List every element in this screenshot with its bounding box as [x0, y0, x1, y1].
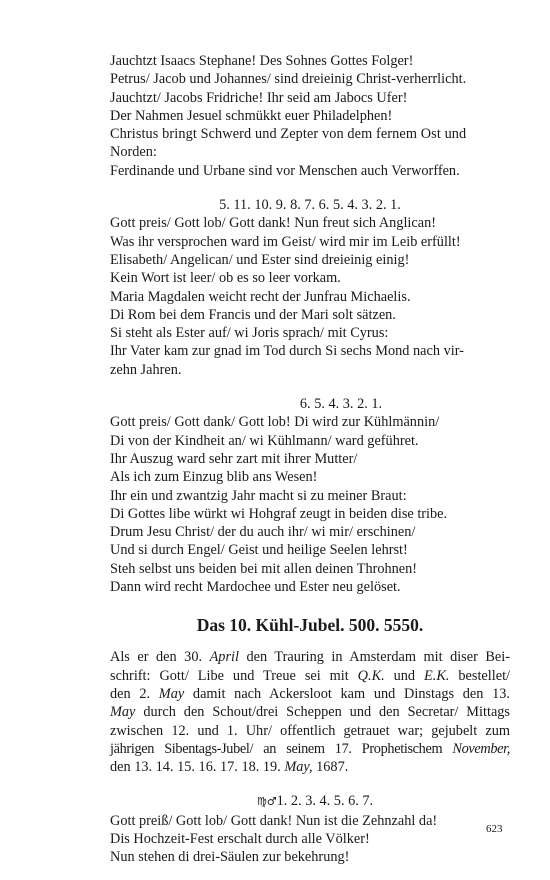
verse-line: Di Rom bei dem Francis und der Mari solt sätzen.	[110, 306, 396, 323]
prose-text: bestellet/	[449, 667, 511, 684]
section-heading: Das 10. Kühl-Jubel. 500. 5550.	[196, 615, 424, 636]
prose-italic: E.K.	[424, 667, 450, 684]
prose-line	[110, 685, 510, 703]
prose-text: den 13. 14. 15. 16. 17. 18. 19.	[110, 759, 285, 776]
page-number: 623	[486, 823, 503, 835]
prose-line	[110, 740, 510, 758]
verse-line: Jauchtzt Isaacs Stephane! Des Sohnes Gottes Folger!	[110, 53, 414, 69]
verse-line: Gott preis/ Gott lob/ Gott dank! Nun freut sich Anglican!	[110, 215, 436, 232]
verse-line: Christus bringt Schwerd und Zepter von dem fernem Ost und	[110, 126, 467, 143]
verse-line: Si steht als Ester auf/ wi Joris sprach/ mit Cyrus:	[110, 325, 389, 342]
verse-block-4	[110, 812, 510, 867]
verse-line: Gott preiß/ Gott lob/ Gott dank! Nun ist die Zehnzahl da!	[110, 812, 438, 829]
prose-text: den Trauring in Amsterdam mit diser Bei-	[238, 649, 510, 666]
prose-text: 1687.	[312, 759, 349, 776]
prose-line	[110, 703, 510, 721]
verse-line: Dann wird recht Mardochee und Ester neu gelöset.	[110, 579, 401, 596]
prose-text: den 2.	[110, 685, 159, 702]
prose-italic: November,	[452, 740, 510, 757]
number-sequence-1: 5. 11. 10. 9. 8. 7. 6. 5. 4. 3. 2. 1.	[219, 197, 401, 214]
prose-italic: Q.K.	[357, 667, 385, 684]
verse-block-1	[110, 52, 510, 180]
verse-line: Was ihr versprochen ward im Geist/ wird mir im Leib erfüllt!	[110, 233, 461, 250]
verse-line: Dis Hochzeit-Fest erschalt durch alle Völker!	[110, 830, 370, 847]
verse-line: Ihr Auszug ward sehr zart mit ihrer Mutter/	[110, 450, 358, 467]
prose-line	[110, 648, 510, 666]
prose-text: Als er den 30.	[110, 649, 210, 666]
prose-line	[110, 667, 510, 685]
verse-line: Jauchtzt/ Jacobs Fridriche! Ihr seid am Jabocs Ufer!	[110, 89, 408, 106]
page-body	[110, 52, 510, 867]
verse-line: Ferdinande und Urbane sind vor Menschen auch Verworffen.	[110, 162, 460, 179]
number-sequence-text: 1. 2. 3. 4. 5. 6. 7.	[276, 793, 374, 810]
prose-italic: April	[209, 649, 239, 666]
verse-line: Drum Jesu Christ/ der du auch ihr/ wi mir/ erschinen/	[110, 524, 416, 541]
prose-italic: May	[110, 704, 136, 721]
number-sequence-2: 6. 5. 4. 3. 2. 1.	[299, 396, 383, 413]
verse-line: Ihr Vater kam zur gnad im Tod durch Si sechs Mond nach vir-	[110, 343, 464, 360]
prose-text: damit nach Ackersloot kam und Dinstags den 13.	[184, 685, 510, 702]
verse-line: Nun stehen di drei-Säulen zur bekehrung!	[110, 849, 350, 866]
verse-line: Kein Wort ist leer/ ob es so leer vorkam.	[110, 270, 341, 287]
verse-block-3	[110, 413, 510, 596]
verse-line: Petrus/ Jacob und Johannes/ sind dreieinig Christ-verherrlicht.	[110, 71, 467, 88]
prose-line	[110, 758, 510, 776]
verse-line: Gott preis/ Gott dank/ Gott lob! Di wird zur Kühlmännin/	[110, 414, 440, 431]
prose-paragraph	[110, 648, 510, 776]
astrological-symbols: ♍♂	[256, 795, 277, 809]
verse-line: Elisabeth/ Angelican/ und Ester sind dreieinig einig!	[110, 251, 410, 268]
verse-line: Steh selbst uns beiden bei mit allen deinen Throhnen!	[110, 560, 418, 577]
prose-italic: May	[158, 685, 185, 702]
verse-line: Der Nahmen Jesuel schmükkt euer Philadelphen!	[110, 107, 393, 124]
prose-text: durch den Schout/drei Scheppen und den Secretar/ Mittags	[135, 704, 510, 721]
prose-text: schrift: Gott/ Libe und Treue sei mit	[110, 667, 358, 684]
prose-text: jährigen Sibentags-Jubel/ an seinem 17. Prophetischem	[110, 740, 453, 757]
verse-line: zehn Jahren.	[110, 361, 182, 378]
verse-line: Und si durch Engel/ Geist und heilige Seelen lehrst!	[110, 542, 408, 559]
verse-line: Norden:	[110, 144, 157, 161]
verse-line: Maria Magdalen weicht recht der Junfrau Michaelis.	[110, 288, 411, 305]
number-sequence-3	[110, 792, 510, 811]
prose-italic: May,	[284, 759, 313, 776]
verse-line: Di Gottes libe würkt wi Hohgraf zeugt in beiden dise tribe.	[110, 505, 448, 522]
prose-line: zwischen 12. und 1. Uhr/ offentlich getrauet war; gejubelt zum	[110, 722, 510, 739]
verse-line: Ihr ein und zwantzig Jahr macht si zu meiner Braut:	[110, 487, 407, 504]
verse-block-2	[110, 214, 510, 379]
verse-line: Als ich zum Einzug blib ans Wesen!	[110, 469, 318, 486]
verse-line: Di von der Kindheit an/ wi Kühlmann/ ward geführet.	[110, 432, 419, 449]
prose-text: und	[384, 667, 425, 684]
